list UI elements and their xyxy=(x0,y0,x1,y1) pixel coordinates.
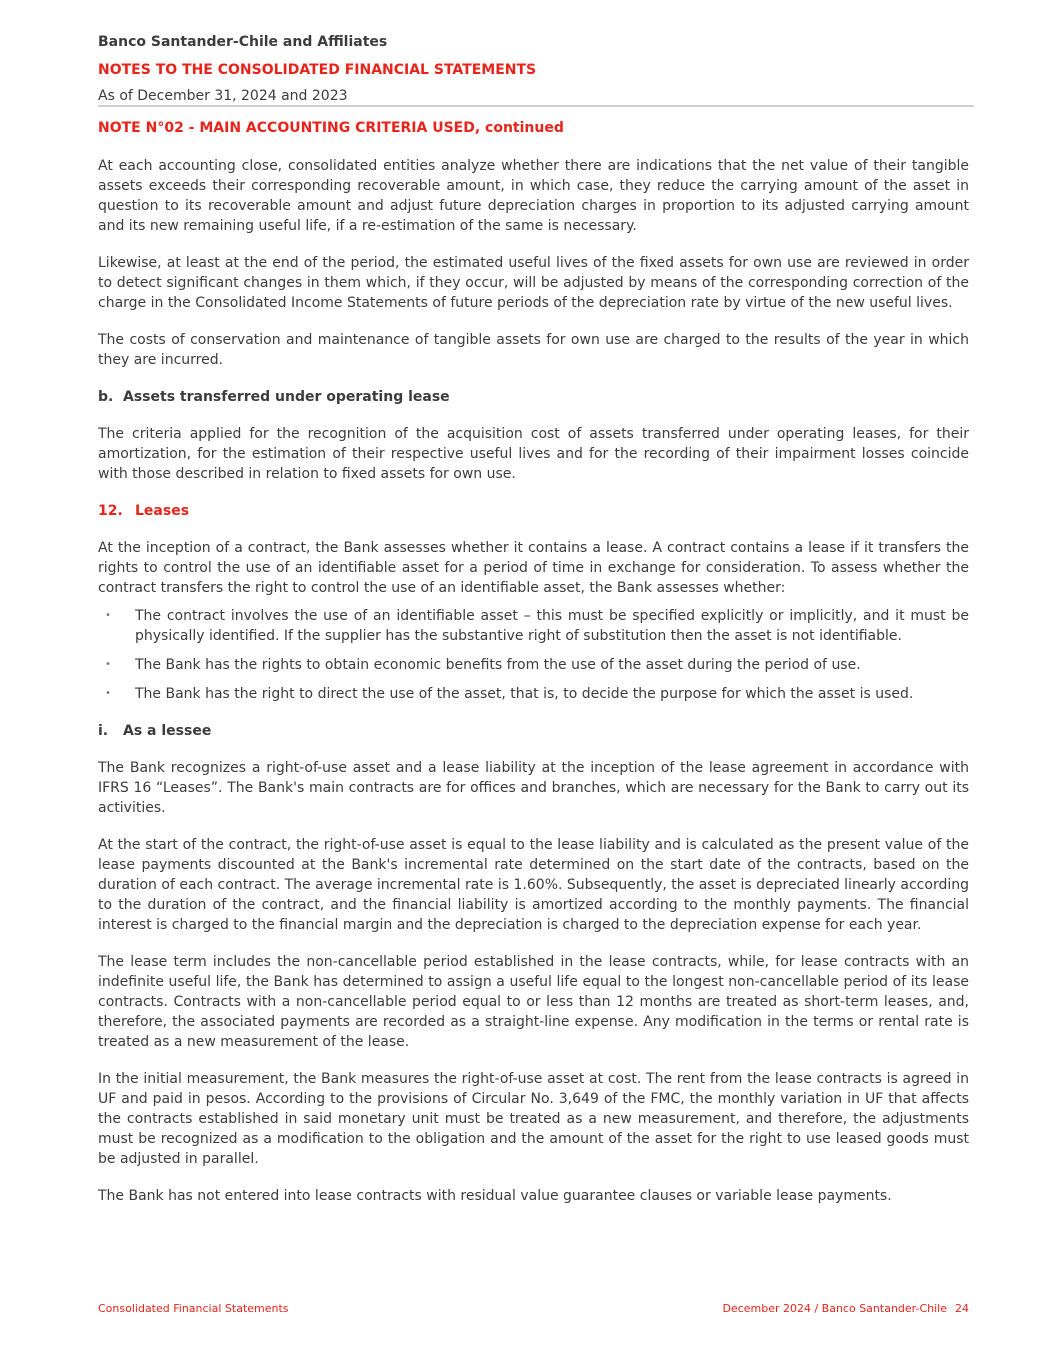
list-item xyxy=(98,684,969,704)
subheading-text: Assets transferred under operating lease xyxy=(123,389,450,405)
company-name: Banco Santander-Chile and Affiliates xyxy=(98,34,388,50)
subheading-number: b. xyxy=(98,389,114,405)
subheading-b xyxy=(98,387,969,407)
paragraph: At the inception of a contract, the Bank assesses whether it contains a lease. A contract contains a lease if it transfers the rights to control the use of an identifiable asset for a period of time in exchange for consideration. To assess whether the contract transfers the right to control the use of an identifiable asset, the Bank assesses whether: xyxy=(98,540,969,596)
document-body xyxy=(98,156,969,1223)
list-item xyxy=(98,655,969,675)
section-heading-12 xyxy=(98,501,969,521)
footer-right xyxy=(722,1302,969,1315)
paragraph: Likewise, at least at the end of the period, the estimated useful lives of the fixed assets for own use are reviewed in order to detect significant changes in them which, if they occur, will be adjusted by means of the corresponding correction of the charge in the Consolidated Income Statements of future periods of the depreciation rate by virtue of the new useful lives. xyxy=(98,255,969,311)
footer-left: Consolidated Financial Statements xyxy=(98,1302,289,1315)
section-number: 12. xyxy=(98,503,123,519)
list-item-text: The contract involves the use of an identifiable asset – this must be specified explicitly or implicitly, and it must be physically identified. If the supplier has the substantive right of substitution then the asset is not identifiable. xyxy=(135,608,969,644)
date-line: As of December 31, 2024 and 2023 xyxy=(98,88,348,104)
subheading-text: As a lessee xyxy=(123,723,212,739)
bullet-icon: • xyxy=(105,610,111,621)
paragraph: In the initial measurement, the Bank measures the right-of-use asset at cost. The rent from the lease contracts is agreed in UF and paid in pesos. According to the provisions of Circular No. 3,649 of the FMC, the monthly variation in UF that affects the contracts established in said monetary unit must be treated as a new measurement, and therefore, the adjustments must be recognized as a modification to the obligation and the amount of the asset for the right to use leased goods must be adjusted in parallel. xyxy=(98,1071,969,1167)
page-number: 24 xyxy=(955,1302,969,1315)
paragraph: The Bank has not entered into lease contracts with residual value guarantee clauses or variable lease payments. xyxy=(98,1188,892,1204)
footer-right-text: December 2024 / Banco Santander-Chile xyxy=(722,1302,947,1315)
paragraph: The lease term includes the non-cancellable period established in the lease contracts, while, for lease contracts with an indefinite useful life, the Bank has determined to assign a useful life equal to the longest non-cancellable period of its lease contracts. Contracts with a non-cancellable period equal to or less than 12 months are treated as short-term leases, and, therefore, the associated payments are recorded as a straight-line expense. Any modification in the terms or rental rate is treated as a new measurement of the lease. xyxy=(98,954,969,1050)
header-divider xyxy=(98,105,974,107)
note-title: NOTE N°02 - MAIN ACCOUNTING CRITERIA USED, continued xyxy=(98,120,564,136)
bullet-list xyxy=(98,606,969,704)
list-item-text: The Bank has the right to direct the use of the asset, that is, to decide the purpose for which the asset is used. xyxy=(135,686,914,702)
list-item-text: The Bank has the rights to obtain economic benefits from the use of the asset during the period of use. xyxy=(135,657,861,673)
section-text: Leases xyxy=(135,503,190,519)
paragraph: At the start of the contract, the right-of-use asset is equal to the lease liability and is calculated as the present value of the lease payments discounted at the Bank's incremental rate determined on the start date of the contracts, based on the duration of each contract. The average incremental rate is 1.60%. Subsequently, the asset is depreciated linearly according to the duration of the contract, and the financial liability is amortized according to the monthly payments. The financial interest is charged to the financial margin and the depreciation is charged to the depreciation expense for each year. xyxy=(98,837,969,933)
paragraph: At each accounting close, consolidated entities analyze whether there are indications that the net value of their tangible assets exceeds their corresponding recoverable amount, in which case, they reduce the carrying amount of the asset in question to its recoverable amount and adjust future depreciation charges in proportion to its adjusted carrying amount and its new remaining useful life, if a re-estimation of the same is necessary. xyxy=(98,158,969,234)
notes-title: NOTES TO THE CONSOLIDATED FINANCIAL STATEMENTS xyxy=(98,62,537,78)
paragraph: The criteria applied for the recognition of the acquisition cost of assets transferred under operating leases, for their amortization, for the estimation of their respective useful lives and for the recording of their impairment losses coincide with those described in relation to fixed assets for own use. xyxy=(98,426,969,482)
paragraph: The Bank recognizes a right-of-use asset and a lease liability at the inception of the lease agreement in accordance with IFRS 16 “Leases”. The Bank's main contracts are for offices and branches, which are necessary for the Bank to carry out its activities. xyxy=(98,760,969,816)
bullet-icon: • xyxy=(105,659,111,670)
bullet-icon: • xyxy=(105,688,111,699)
paragraph: The costs of conservation and maintenance of tangible assets for own use are charged to the results of the year in which they are incurred. xyxy=(98,332,969,368)
subheading-number: i. xyxy=(98,723,109,739)
list-item xyxy=(98,606,969,646)
subheading-i xyxy=(98,721,969,741)
